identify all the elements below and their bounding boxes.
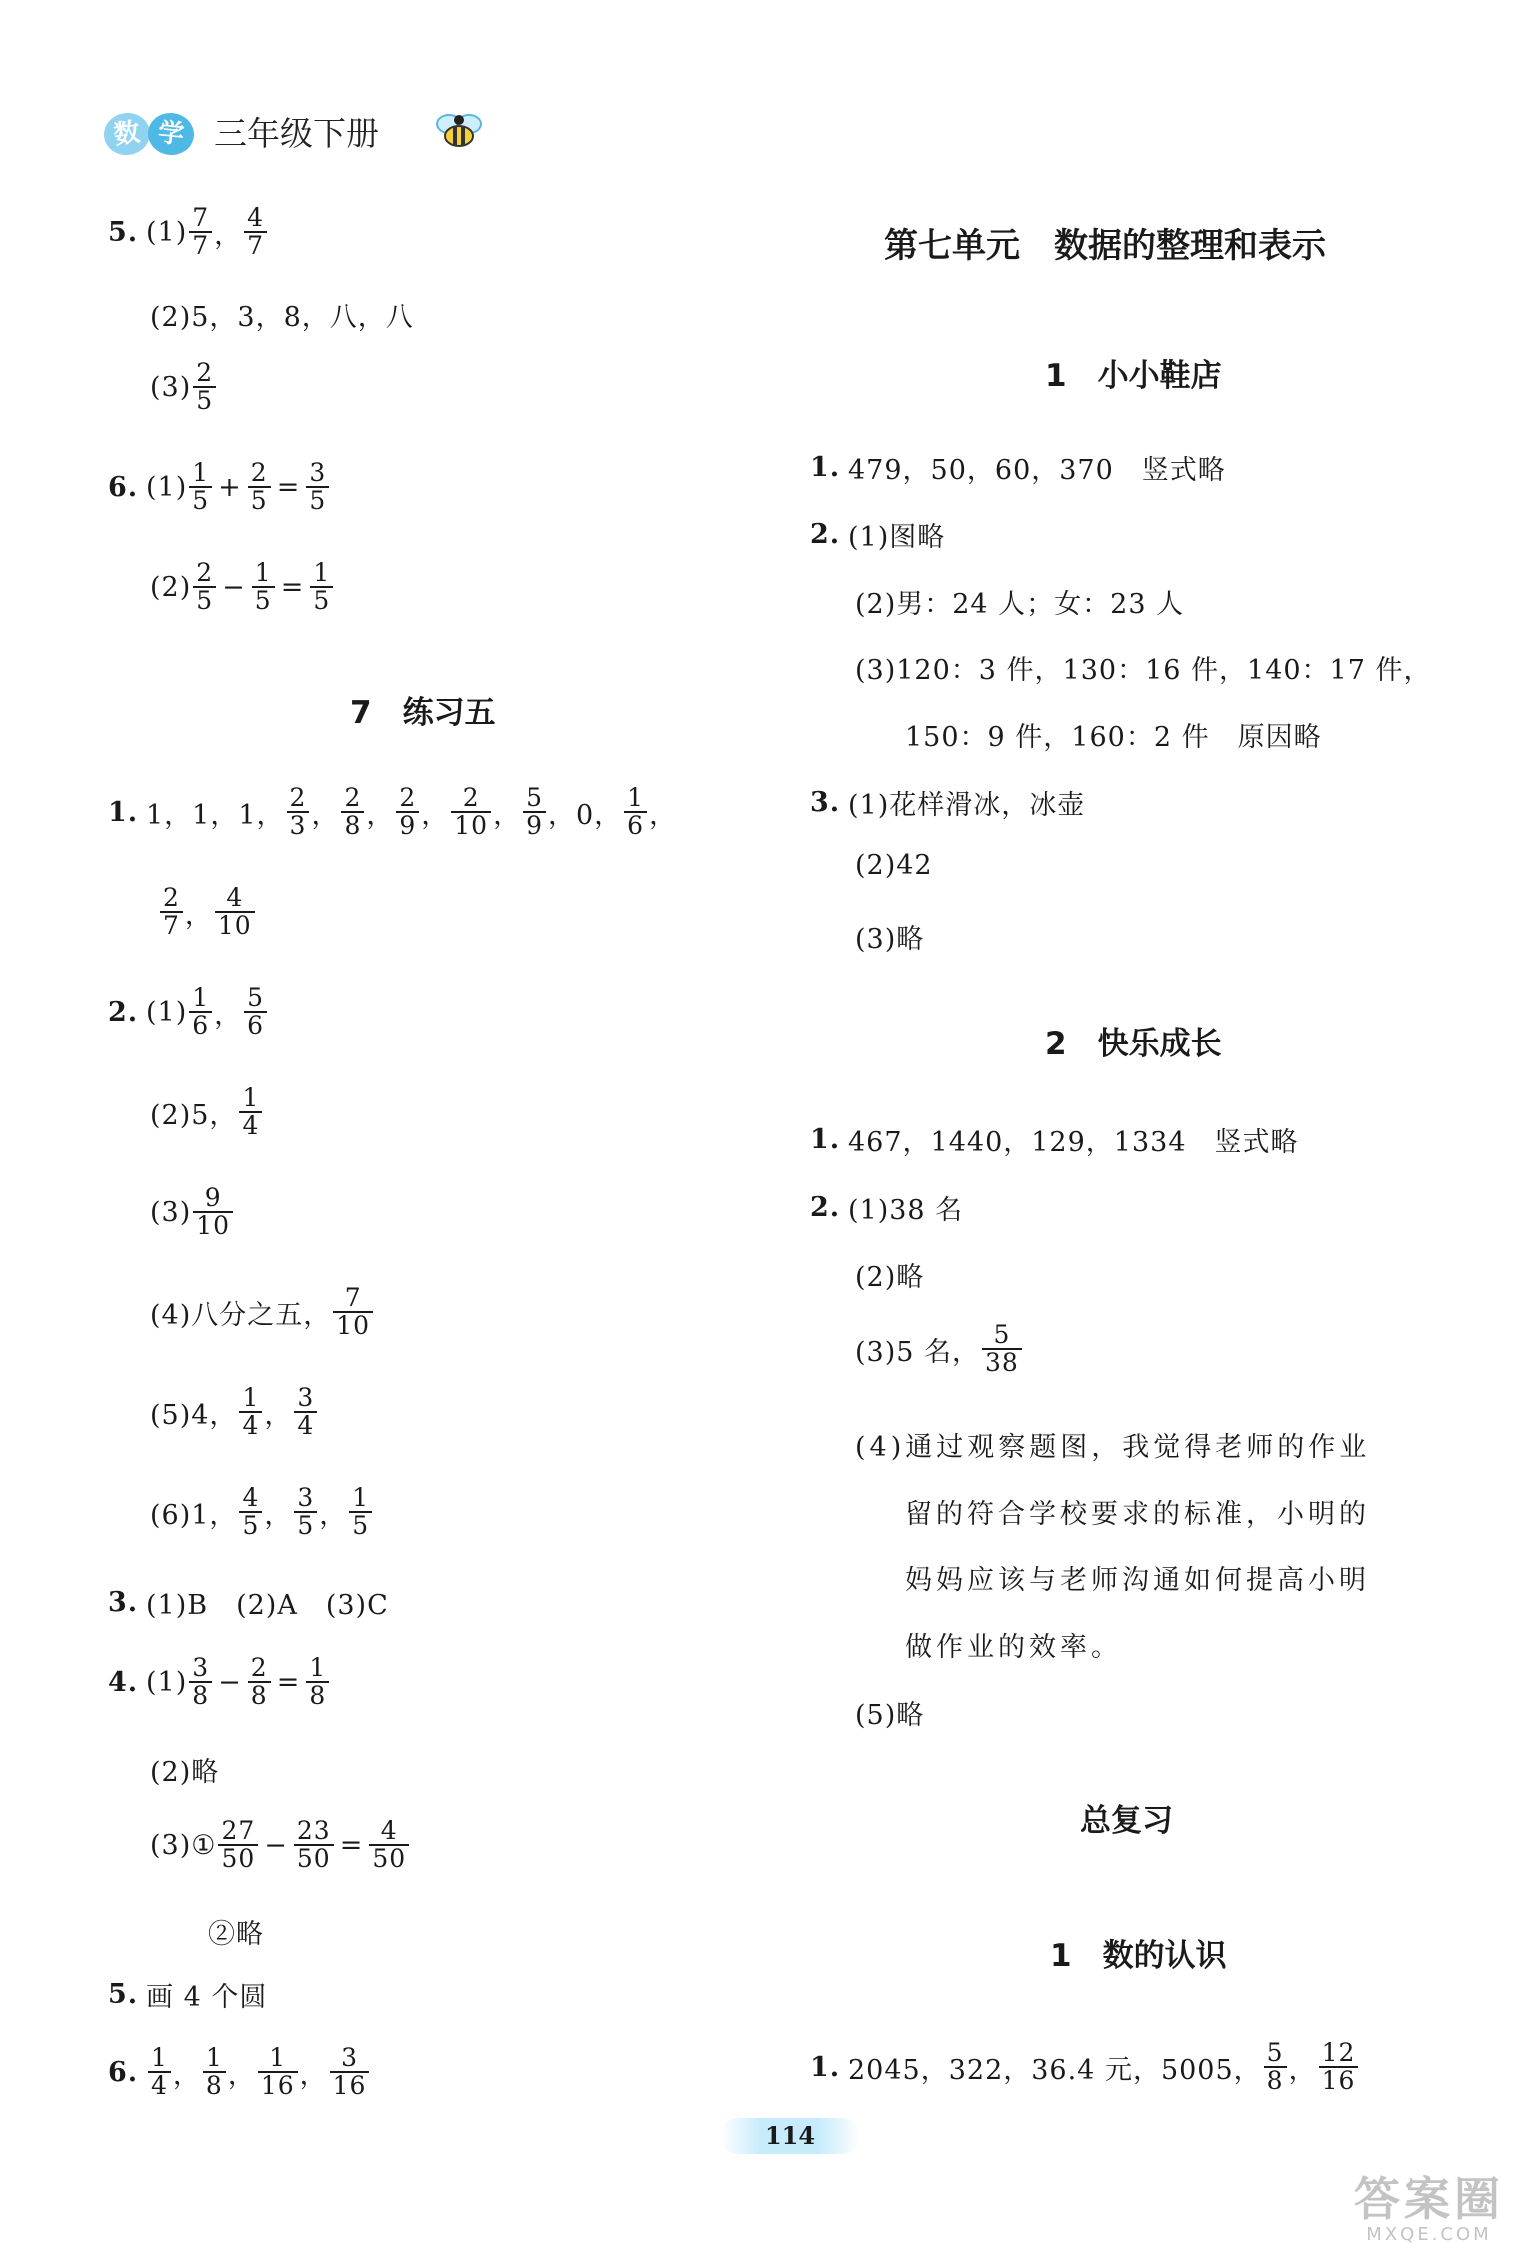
answer-text: 1，1，1，	[146, 799, 285, 831]
fraction: $\frac{1}{4}$	[239, 1385, 262, 1440]
r2-3b: 150：9 件，160：2 件 原因略	[905, 722, 1322, 753]
section-heading: 1 小小鞋店	[1045, 358, 1222, 394]
section-heading: 1 数的认识	[1050, 1938, 1227, 1974]
fraction: $\frac{2}{5}$	[193, 360, 216, 415]
question-number: 2.	[108, 996, 139, 1028]
q5-3	[150, 360, 218, 415]
e1: 1. 1，1，1， $\frac{2}{3}$ ， $\frac{2}{8}$ ， $\frac{2}{9}$ ， $\frac{2}{10}$ ， $\frac{5}{9}$ ， 0， $\frac{1}{6}$ ，	[108, 783, 678, 841]
sub-label: (1)	[146, 996, 188, 1028]
subject-logo	[100, 101, 210, 161]
fraction: $\frac{2}{8}$	[341, 785, 364, 840]
answer-text: 0，	[575, 799, 623, 831]
fraction: $\frac{1}{8}$	[203, 2045, 226, 2100]
sub-label: (3)①	[150, 1829, 217, 1861]
fraction: $\frac{3}{16}$	[330, 2045, 370, 2100]
section-heading: 2 快乐成长	[1045, 1026, 1222, 1062]
e1-cont: $\frac{2}{7}$ ， $\frac{4}{10}$	[158, 885, 257, 940]
e5	[108, 1975, 267, 2014]
answer-text: (1)B (2)A (3)C	[146, 1590, 389, 1621]
question-number: 4.	[108, 1666, 139, 1698]
fraction: $\frac{5}{38}$	[982, 1322, 1022, 1377]
sub-label: (3)5 名，	[855, 1336, 981, 1368]
r3-3: (3)略	[855, 924, 925, 955]
sub-label: (5)4，	[150, 1399, 238, 1431]
q5-2: (2)5，3，8，八，八	[150, 302, 414, 333]
fraction: $\frac{2}{8}$	[248, 1655, 271, 1710]
bee-icon	[429, 110, 489, 152]
t2-4d: 做作业的效率。	[905, 1632, 1122, 1663]
fraction: $\frac{1}{16}$	[258, 2045, 298, 2100]
fraction: $\frac{27}{50}$	[218, 1818, 258, 1873]
r2-2: (2)男：24 人；女：23 人	[855, 589, 1185, 620]
question-number: 3.	[810, 787, 841, 818]
question-number: 6.	[108, 2056, 139, 2088]
t2-5: (5)略	[855, 1700, 925, 1731]
r3-2: (2)42	[855, 850, 933, 881]
fraction: $\frac{5}{8}$	[1264, 2040, 1287, 2095]
answer-text: (1)38 名	[848, 1195, 964, 1226]
watermark-sub: MXQE.COM	[1366, 2224, 1492, 2245]
fraction: $\frac{1}{5}$	[252, 560, 275, 615]
fraction: $\frac{1}{4}$	[239, 1085, 262, 1140]
logo-char-1: 数	[101, 110, 152, 158]
question-number: 1.	[810, 1124, 841, 1155]
fraction: $\frac{3}{8}$	[189, 1655, 212, 1710]
question-number: 5.	[108, 1979, 139, 2010]
fraction: $\frac{1}{5}$	[189, 460, 212, 515]
e4-2: (2)略	[150, 1757, 220, 1788]
answer-text: 467，1440，129，1334 竖式略	[848, 1127, 1299, 1158]
q6-2: (2) $\frac{2}{5}$ − $\frac{1}{5}$ = $\frac{1}{5}$	[150, 560, 335, 615]
review-title: 总复习	[1080, 1803, 1173, 1839]
grade-label: 三年级下册	[214, 113, 379, 153]
fraction: $\frac{1}{8}$	[306, 1655, 329, 1710]
r1	[810, 448, 1226, 487]
question-number: 5.	[108, 216, 139, 248]
fraction: $\frac{2}{3}$	[287, 785, 310, 840]
fraction: $\frac{1}{6}$	[624, 785, 647, 840]
fraction: $\frac{4}{7}$	[244, 205, 267, 260]
fraction: $\frac{1}{5}$	[349, 1485, 372, 1540]
fraction: $\frac{5}{6}$	[244, 985, 267, 1040]
answer-text: (1)花样滑冰，冰壶	[848, 790, 1086, 821]
fraction: $\frac{3}{5}$	[294, 1485, 317, 1540]
fraction: $\frac{2}{10}$	[451, 785, 491, 840]
e3	[108, 1583, 389, 1622]
t1	[810, 1120, 1299, 1159]
e2-2	[150, 1085, 264, 1140]
e4-1: 4. (1) $\frac{3}{8}$ − $\frac{2}{8}$ = $\frac{1}{8}$	[108, 1655, 331, 1710]
t2-1	[810, 1188, 963, 1227]
answer-text: 2045，322，36.4 元，5005，	[848, 2054, 1262, 2086]
logo-char-2: 学	[146, 111, 196, 158]
t2-3	[855, 1322, 1024, 1377]
fraction: $\frac{4}{50}$	[369, 1818, 409, 1873]
e2-4	[150, 1285, 375, 1340]
question-number: 2.	[810, 1192, 841, 1223]
fraction: $\frac{1}{5}$	[310, 560, 333, 615]
fraction: $\frac{3}{5}$	[306, 460, 329, 515]
t2-2: (2)略	[855, 1262, 925, 1293]
r2-1	[810, 515, 945, 554]
e2-1: 2. (1) $\frac{1}{6}$ ， $\frac{5}{6}$	[108, 985, 269, 1040]
e6: 6. $\frac{1}{4}$ ， $\frac{1}{8}$ ， $\frac{1}{16}$ ， $\frac{3}{16}$	[108, 2045, 371, 2100]
question-number: 2.	[810, 519, 841, 550]
fraction: $\frac{1}{6}$	[189, 985, 212, 1040]
sub-label: (2)	[150, 571, 192, 603]
question-number: 3.	[108, 1587, 139, 1618]
e4-3: (3)① $\frac{27}{50}$ − $\frac{23}{50}$ = $\frac{4}{50}$	[150, 1818, 411, 1873]
q5-1: 5. (1) $\frac{7}{7}$ ， $\frac{4}{7}$	[108, 205, 269, 260]
q6-1: 6. (1) $\frac{1}{5}$ + $\frac{2}{5}$ = $\frac{3}{5}$	[108, 460, 331, 515]
sub-label: (1)	[146, 1666, 188, 1698]
sub-label: (4)八分之五，	[150, 1299, 332, 1331]
fraction: $\frac{2}{9}$	[396, 785, 419, 840]
answer-text: 画 4 个圆	[146, 1982, 268, 2013]
sub-label: (1)	[146, 216, 188, 248]
question-number: 6.	[108, 471, 139, 503]
fraction: $\frac{12}{16}$	[1319, 2040, 1359, 2095]
fraction: $\frac{2}{5}$	[193, 560, 216, 615]
u1: 1. 2045，322，36.4 元，5005， $\frac{5}{8}$ ， $\frac{12}{16}$	[810, 2040, 1360, 2095]
fraction: $\frac{1}{4}$	[148, 2045, 171, 2100]
fraction: $\frac{2}{7}$	[160, 885, 183, 940]
sub-label: (3)	[150, 1196, 192, 1228]
page-header	[100, 96, 489, 166]
answer-text: (1)图略	[848, 522, 946, 553]
t2-4b: 留的符合学校要求的标准，小明的	[905, 1499, 1370, 1530]
fraction: $\frac{4}{10}$	[215, 885, 255, 940]
e2-3	[150, 1185, 235, 1240]
watermark-main: 答案圈	[1354, 2172, 1504, 2226]
fraction: $\frac{3}{4}$	[294, 1385, 317, 1440]
sub-label: (2)5，	[150, 1099, 238, 1131]
fraction: $\frac{23}{50}$	[294, 1818, 334, 1873]
r3-1	[810, 783, 1085, 822]
sub-label: (1)	[146, 471, 188, 503]
fraction: $\frac{5}{9}$	[523, 785, 546, 840]
fraction: $\frac{4}{5}$	[239, 1485, 262, 1540]
watermark	[1334, 2174, 1524, 2246]
page-number: 114	[720, 2118, 860, 2154]
fraction: $\frac{2}{5}$	[248, 460, 271, 515]
section-heading: 7 练习五	[350, 695, 496, 731]
e2-6: (6)1， $\frac{4}{5}$ ， $\frac{3}{5}$ ， $\frac{1}{5}$	[150, 1485, 374, 1540]
fraction: $\frac{7}{7}$	[189, 205, 212, 260]
question-number: 1.	[108, 796, 139, 828]
answer-text: 479，50，60，370 竖式略	[848, 455, 1226, 486]
sub-label: (6)1，	[150, 1499, 238, 1531]
e2-5: (5)4， $\frac{1}{4}$ ， $\frac{3}{4}$	[150, 1385, 319, 1440]
sub-label: (3)	[150, 371, 192, 403]
question-number: 1.	[810, 2051, 841, 2083]
e4-3-2: ②略	[208, 1919, 264, 1950]
t2-4a: (4)通过观察题图，我觉得老师的作业	[855, 1432, 1371, 1463]
r2-3a: (3)120：3 件，130：16 件，140：17 件，	[855, 655, 1432, 686]
unit-title: 第七单元 数据的整理和表示	[884, 226, 1326, 266]
t2-4c: 妈妈应该与老师沟通如何提高小明	[905, 1565, 1370, 1596]
question-number: 1.	[810, 452, 841, 483]
fraction: $\frac{9}{10}$	[193, 1185, 233, 1240]
fraction: $\frac{7}{10}$	[333, 1285, 373, 1340]
